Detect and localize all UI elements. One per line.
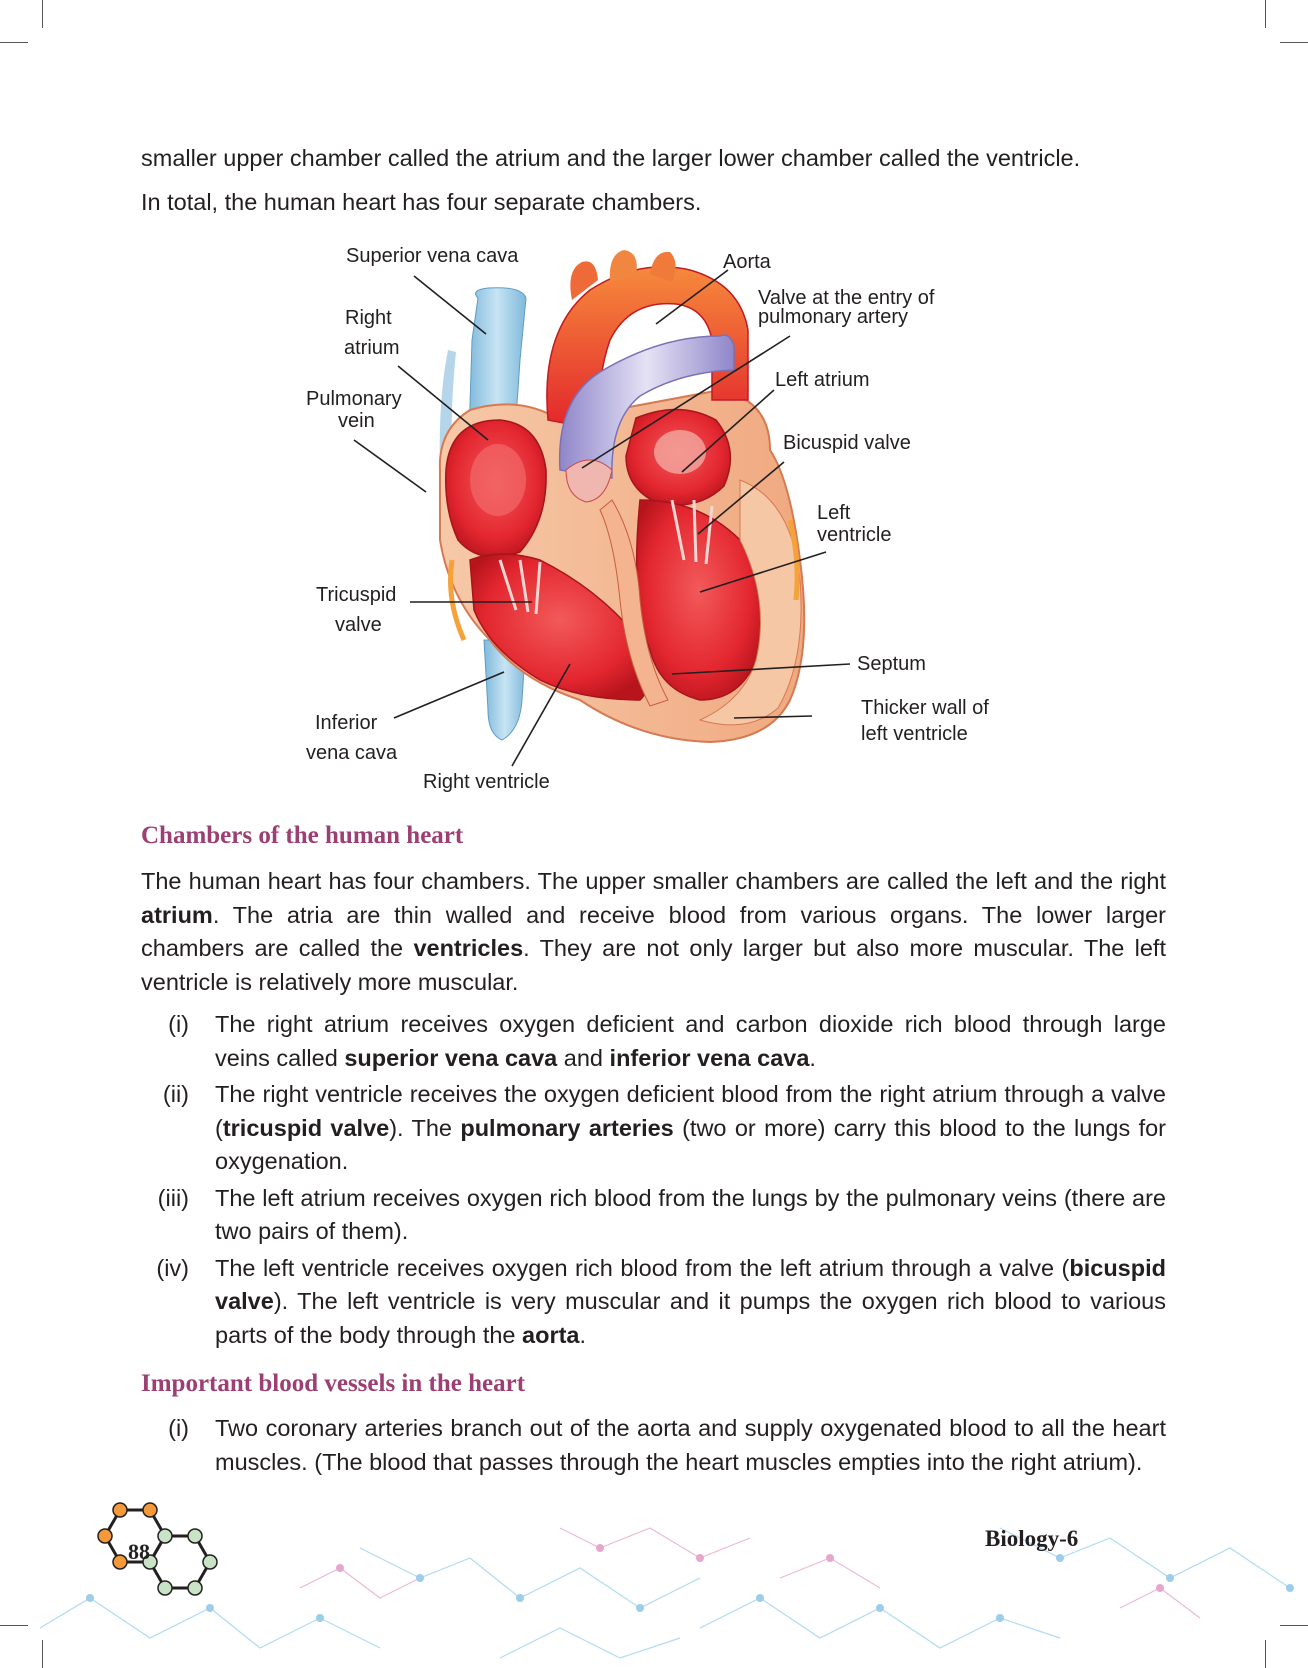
label-pulmonary: Pulmonary <box>306 388 402 410</box>
book-title: Biology-6 <box>985 1526 1079 1551</box>
list-item <box>141 1182 1166 1249</box>
label-thicker-wall-2: left ventricle <box>861 723 968 745</box>
list-text: The right atrium receives oxygen deficient and carbon dioxide rich blood through large veins called <box>215 1011 1166 1071</box>
list-text: Two coronary arteries branch out of the aorta and supply oxygenated blood to all the heart muscles. (The blood that passes through the heart muscles empties into the right atrium). <box>215 1415 1166 1475</box>
right-atrium-cavity <box>470 444 526 516</box>
label-right-ventricle: Right ventricle <box>423 771 550 793</box>
list-item <box>141 1078 1166 1179</box>
bold-term: atrium <box>141 901 213 928</box>
bold-term: aorta <box>522 1321 580 1348</box>
label-left-atrium: Left atrium <box>775 369 870 391</box>
list-number: (iv) <box>156 1254 189 1281</box>
left-atrium-cavity <box>654 430 706 474</box>
list-text: The left ventricle receives oxygen rich blood from the left atrium through a valve ( <box>215 1254 1070 1281</box>
section-heading: Chambers of the human heart <box>141 822 464 849</box>
bold-term: superior vena cava <box>344 1044 558 1071</box>
heart-diagram <box>0 0 1308 800</box>
list-item <box>141 1252 1166 1353</box>
label-thicker-wall-1: Thicker wall of <box>861 697 989 719</box>
leader-pulmonary-vein <box>354 440 426 492</box>
list-item <box>141 1412 1166 1479</box>
label-bicuspid-valve: Bicuspid valve <box>783 432 911 454</box>
list-text: . <box>579 1321 587 1348</box>
list-text: and <box>557 1044 610 1071</box>
intro-line-1: smaller upper chamber called the atrium and the larger lower chamber called the ventricle. <box>141 145 1081 171</box>
list-text: . <box>809 1044 816 1071</box>
chambers-paragraph <box>141 865 1166 999</box>
list-text: The left atrium receives oxygen rich blood from the lungs by the pulmonary veins (there are two pairs of them). <box>215 1184 1166 1244</box>
label-inferior: Inferior <box>315 712 378 734</box>
label-left: Left <box>817 502 851 524</box>
label-aorta: Aorta <box>723 251 771 273</box>
intro-line-2: In total, the human heart has four separate chambers. <box>141 189 702 215</box>
bold-term: ventricles <box>413 935 524 961</box>
list-item <box>141 1008 1166 1075</box>
bold-term: pulmonary arteries <box>460 1114 674 1141</box>
list-number: (iii) <box>157 1184 189 1211</box>
page-number: 88 <box>128 1539 150 1564</box>
list-text: The right ventricle receives the oxygen deficient blood from the right atrium through a valve ( <box>215 1081 1166 1141</box>
label-vena-cava: vena cava <box>306 742 398 764</box>
leader-superior-vena-cava <box>414 276 486 334</box>
label-valve-entry-2: pulmonary artery <box>758 306 909 328</box>
list-number: (i) <box>168 1011 189 1037</box>
list-number: (i) <box>168 1415 189 1441</box>
molecule-decoration <box>0 1488 1308 1668</box>
vessels-list <box>141 1412 1166 1482</box>
chambers-list <box>141 1008 1166 1355</box>
paragraph-text: The human heart has four chambers. The upper smaller chambers are called the left and the right <box>141 868 1166 894</box>
label-right: Right <box>345 307 392 329</box>
label-vein: vein <box>338 410 375 432</box>
label-ventricle: ventricle <box>817 524 892 546</box>
label-septum: Septum <box>857 653 926 675</box>
bold-term: inferior vena cava <box>609 1044 810 1071</box>
paragraph-text: . They are not only larger but also more muscular. The left ventricle is relatively more muscular. <box>141 935 1166 995</box>
list-text: (two or more) carry this blood to the lungs for oxygenation. <box>215 1114 1167 1174</box>
list-number: (ii) <box>162 1081 189 1107</box>
label-tricuspid: Tricuspid <box>316 584 397 606</box>
label-superior-vena-cava: Superior vena cava <box>346 245 519 267</box>
list-text: ). The left ventricle is very muscular and it pumps the oxygen rich blood to various parts of the body through the <box>215 1288 1166 1348</box>
label-atrium: atrium <box>344 337 400 359</box>
list-text: ). The <box>389 1114 461 1141</box>
paragraph-text: . The atria are thin walled and receive blood from various organs. The lower larger chambers are called the <box>141 901 1166 961</box>
section-heading: Important blood vessels in the heart <box>141 1370 526 1397</box>
bold-term: tricuspid valve <box>222 1114 390 1141</box>
label-valve-entry-1: Valve at the entry of <box>758 287 935 309</box>
bold-term: bicuspid valve <box>215 1254 1166 1314</box>
label-valve: valve <box>335 614 382 636</box>
